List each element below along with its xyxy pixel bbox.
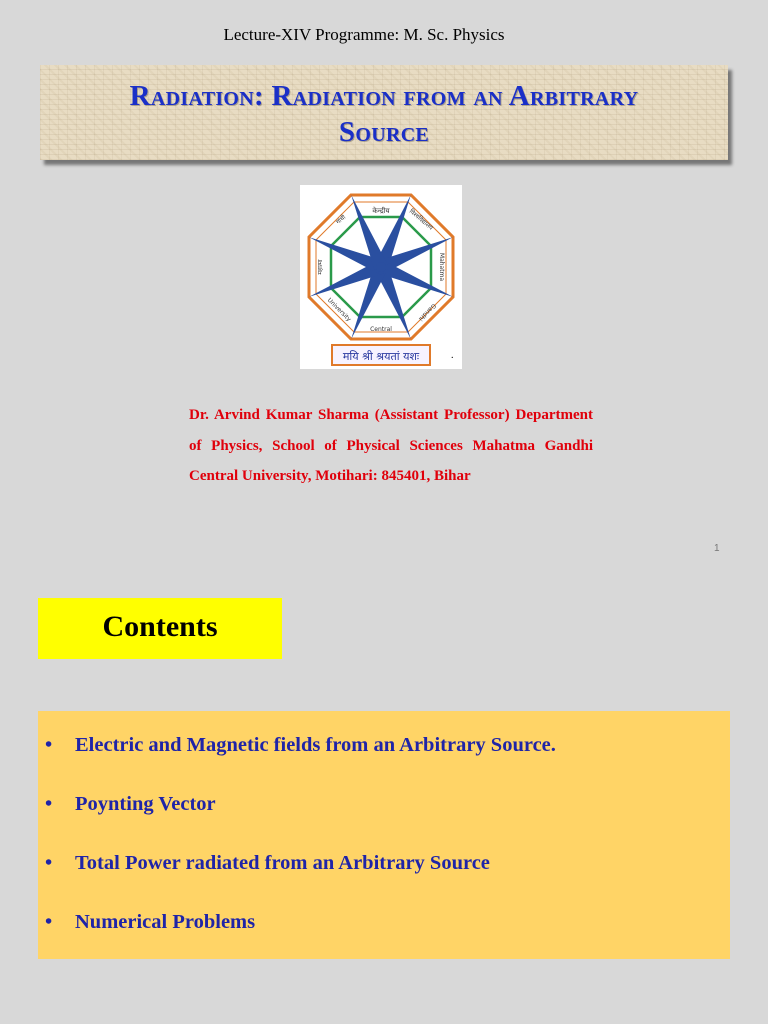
lecture-header: Lecture-XIV Programme: M. Sc. Physics: [223, 25, 505, 44]
author-name: Dr. Arvind Kumar Sharma (Assistant Professor): [189, 407, 510, 423]
ring-text: Gandhi: [417, 302, 438, 323]
list-item-text: Poynting Vector: [75, 793, 216, 815]
author-address: 845401, Bihar: [381, 468, 471, 484]
slide-title: [40, 78, 728, 150]
slide-title-line-1: Radiation: Radiation from an Arbitrary: [129, 80, 639, 112]
bullet-icon: •: [45, 734, 53, 756]
contents-list: [38, 711, 730, 959]
title-banner: [40, 65, 728, 160]
ring-text: University: [325, 296, 353, 324]
list-item-text: Total Power radiated from an Arbitrary Source: [75, 852, 490, 874]
author-details: [189, 400, 593, 492]
contents-heading: Contents: [102, 610, 218, 643]
list-item: [45, 734, 725, 757]
list-item: [45, 911, 725, 934]
list-item: [45, 852, 725, 875]
stray-dot: .: [451, 350, 454, 361]
list-item-text: Electric and Magnetic fields from an Arbitrary Source.: [75, 734, 556, 756]
slide-title-line-2: Source: [338, 116, 430, 148]
author-university: Mahatma Gandhi Central University, Motihari:: [189, 437, 593, 484]
ring-text: Mahatma: [438, 252, 445, 282]
bullet-icon: •: [45, 852, 53, 874]
ring-text: गांधी: [334, 213, 348, 226]
ring-text: Central: [370, 326, 392, 333]
university-emblem-icon: [300, 185, 462, 369]
ring-text: महात्मा: [317, 259, 324, 275]
page-number: 1: [714, 543, 720, 554]
bullet-icon: •: [45, 793, 53, 815]
list-item-text: Numerical Problems: [75, 911, 256, 933]
ring-text: विश्वविद्यालय: [407, 207, 435, 232]
ring-text: केन्द्रीय: [372, 207, 390, 215]
motto-text: मयि श्री श्रयतां यशः: [342, 350, 420, 363]
list-item: [45, 793, 725, 816]
contents-heading-box: [38, 598, 282, 659]
bullet-icon: •: [45, 911, 53, 933]
author-department: Department of Physics, School of Physical Sciences: [189, 407, 593, 454]
